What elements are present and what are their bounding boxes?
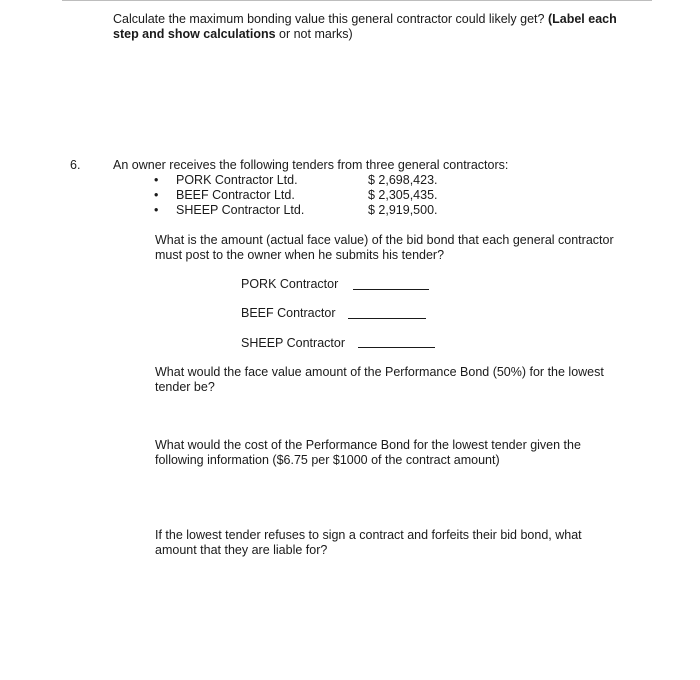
previous-question-bold: (Label each step and show calculations <box>113 12 617 41</box>
bullet-icon: • <box>154 173 159 187</box>
answer-line-beef[interactable] <box>348 318 426 319</box>
answer-line-pork[interactable] <box>353 289 429 290</box>
list-item <box>154 188 438 203</box>
previous-question-text <box>113 12 633 42</box>
bid-bond-question: What is the amount (actual face value) of the bid bond that each general contractor must post to the owner when he submits his tender? <box>155 233 614 262</box>
question-intro: An owner receives the following tenders from three general contractors: <box>113 158 509 172</box>
tender-name: BEEF Contractor Ltd. <box>176 188 295 202</box>
tender-amount: $ 2,698,423. <box>368 173 438 187</box>
answer-label-beef: BEEF Contractor <box>241 306 336 320</box>
list-item <box>154 203 438 218</box>
performance-cost-question: What would the cost of the Performance Bond for the lowest tender given the following information ($6.75 per $1000 of the contract amount) <box>155 438 581 467</box>
performance-bond-question: What would the face value amount of the Performance Bond (50%) for the lowest tender be? <box>155 365 604 394</box>
question-number: 6. <box>70 158 81 172</box>
previous-question-part-2: or not marks) <box>275 27 353 41</box>
tender-list <box>154 173 438 218</box>
top-divider <box>62 0 652 1</box>
tender-amount: $ 2,305,435. <box>368 188 438 202</box>
tender-name: PORK Contractor Ltd. <box>176 173 298 187</box>
bullet-icon: • <box>154 203 159 217</box>
answer-label-sheep: SHEEP Contractor <box>241 336 345 350</box>
bullet-icon: • <box>154 188 159 202</box>
forfeit-question: If the lowest tender refuses to sign a contract and forfeits their bid bond, what amount that they are liable for? <box>155 528 582 557</box>
tender-amount: $ 2,919,500. <box>368 203 438 217</box>
list-item <box>154 173 438 188</box>
answer-label-pork: PORK Contractor <box>241 277 339 291</box>
previous-question-part-1: Calculate the maximum bonding value this general contractor could likely get? <box>113 12 548 26</box>
answer-line-sheep[interactable] <box>358 347 435 348</box>
tender-name: SHEEP Contractor Ltd. <box>176 203 305 217</box>
